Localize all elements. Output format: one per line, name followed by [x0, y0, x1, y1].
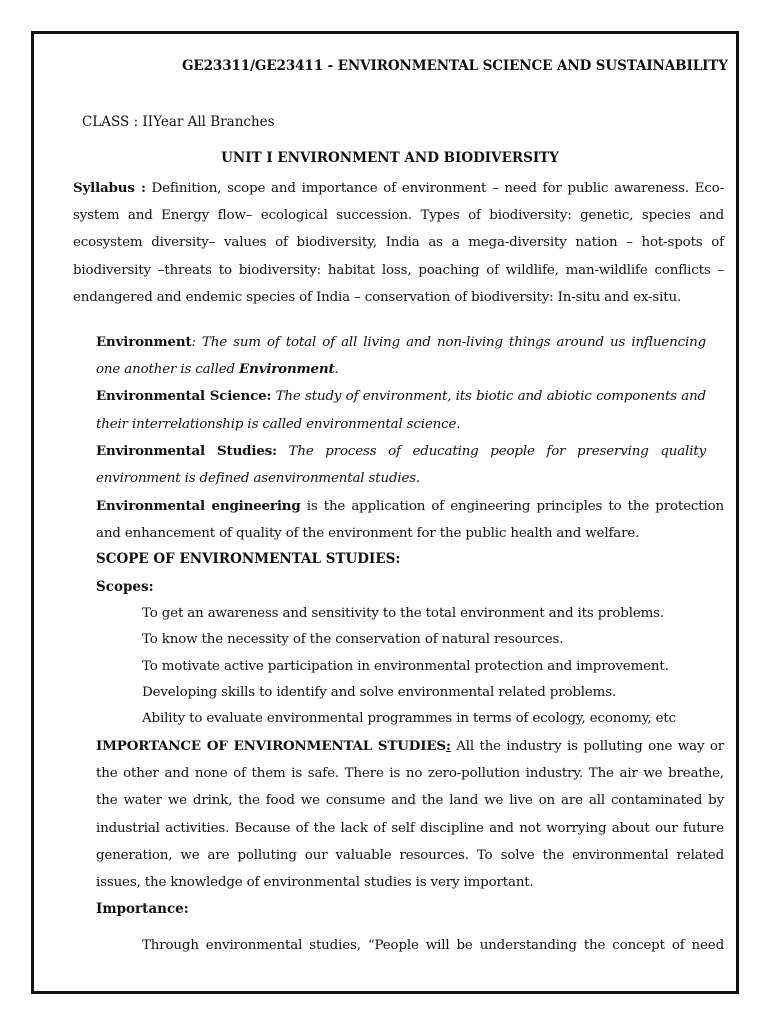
- definition-text: The process of educating people for preserving quality environment is defined asenvironmental studies.: [96, 443, 706, 487]
- definition-environmental-science: [96, 383, 706, 437]
- definition-text: is the application of engineering principles to the protection and enhancement of quality of the environment for the public health and welfare.: [96, 499, 724, 542]
- definition-text: The study of environment, its biotic and abiotic components and their interrelationship is called environmental science.: [96, 389, 706, 432]
- importance-label: Importance:: [96, 901, 189, 917]
- scopes-label: Scopes:: [96, 579, 154, 595]
- definition-term: Environmental Studies:: [96, 442, 277, 459]
- syllabus-paragraph: [73, 175, 724, 311]
- list-item: Ability to evaluate environmental programmes in terms of ecology, economy, etc: [142, 711, 676, 727]
- definition-term: Environmental engineering: [96, 498, 301, 514]
- scope-list: [142, 601, 676, 732]
- definition-end: .: [334, 362, 339, 378]
- list-item: To know the necessity of the conservation of natural resources.: [142, 632, 564, 648]
- definitions-block: [96, 329, 706, 492]
- unit-title: UNIT I ENVIRONMENT AND BIODIVERSITY: [221, 150, 559, 166]
- list-item: Developing skills to identify and solve environmental related problems.: [142, 684, 617, 700]
- importance-colon: :: [445, 738, 451, 754]
- definition-environmental-studies: [96, 438, 706, 492]
- scope-heading: SCOPE OF ENVIRONMENTAL STUDIES:: [96, 551, 401, 567]
- definition-environmental-engineering: [96, 493, 724, 547]
- class-line: CLASS : IIYear All Branches: [82, 114, 275, 130]
- definition-term: Environmental Science:: [96, 388, 272, 405]
- definition-text: : The sum of total of all living and non-living things around us influencing one another is called: [96, 335, 706, 378]
- syllabus-label: Syllabus :: [73, 180, 146, 196]
- syllabus-text: Definition, scope and importance of environment – need for public awareness. Eco-system and Energy flow– ecological succession. Types of biodiversity: genetic, species and ecosystem diversity– values of biodiversity, India as a mega-diversity nation – hot-spots of biodiversity –threats to biodiversity: habitat loss, poaching of wildlife, man-wildlife conflicts – endangered and endemic species of India – conservation of biodiversity: In-situ and ex-situ.: [73, 181, 724, 305]
- list-item: To get an awareness and sensitivity to the total environment and its problems.: [142, 606, 665, 621]
- importance-text: All the industry is polluting one way or the other and none of them is safe. There is no zero-pollution industry. The air we breathe, the water we drink, the food we consume and the land we live on are all contaminated by industrial activities. Because of the lack of self discipline and not worrying about our future generation, we are polluting our valuable resources. To solve the environmental related issues, the knowledge of environmental studies is very important.: [96, 739, 724, 891]
- definition-environment: [96, 329, 706, 383]
- list-item: To motivate active participation in environmental protection and improvement.: [142, 658, 669, 674]
- importance-heading: IMPORTANCE OF ENVIRONMENTAL STUDIES: [96, 738, 446, 754]
- definition-emphasis: Environment: [239, 361, 335, 378]
- definition-term: Environment: [96, 334, 192, 350]
- document-title: GE23311/GE23411 - ENVIRONMENTAL SCIENCE AND SUSTAINABILITY: [182, 58, 728, 74]
- importance-paragraph: [96, 733, 724, 896]
- importance-text-continued: Through environmental studies, “People will be understanding the concept of need: [142, 938, 724, 953]
